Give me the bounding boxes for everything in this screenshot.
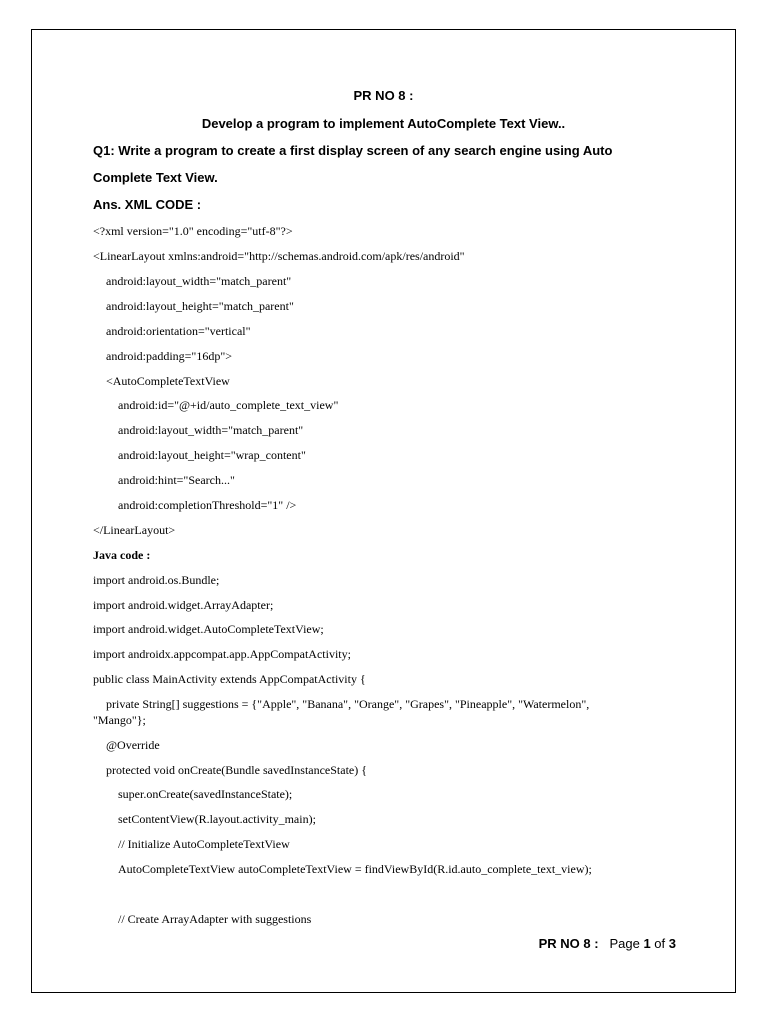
java-code-label: Java code : (93, 548, 151, 562)
xml-code-line: android:completionThreshold="1" /> (118, 498, 297, 512)
java-code-line: // Initialize AutoCompleteTextView (118, 837, 290, 851)
java-code-line: import android.os.Bundle; (93, 573, 220, 587)
pr-title: PR NO 8 : (353, 88, 414, 103)
footer-of-word: of (654, 936, 666, 951)
xml-code-line: <?xml version="1.0" encoding="utf-8"?> (93, 224, 293, 238)
footer-page-total: 3 (668, 936, 676, 951)
java-code-line: "Mango"}; (93, 713, 146, 727)
java-code-line: super.onCreate(savedInstanceState); (118, 787, 293, 801)
page-footer (539, 936, 676, 951)
footer-page-word: Page (609, 936, 640, 951)
xml-code-line: android:layout_width="match_parent" (106, 274, 292, 288)
java-code-line: AutoCompleteTextView autoCompleteTextView = findViewById(R.id.auto_complete_text_view); (118, 862, 592, 876)
xml-code-line: android:hint="Search..." (118, 473, 235, 487)
xml-code-line: android:layout_height="match_parent" (106, 299, 294, 313)
footer-pr-label: PR NO 8 : (538, 936, 599, 951)
xml-code-line: android:layout_width="match_parent" (118, 423, 304, 437)
footer-page-current: 1 (643, 936, 651, 951)
java-code-line: private String[] suggestions = {"Apple", "Banana", "Orange", "Grapes", "Pineapple", "Watermelon", (106, 697, 590, 711)
java-code-line: setContentView(R.layout.activity_main); (118, 812, 316, 826)
java-code-line: public class MainActivity extends AppCompatActivity { (93, 672, 366, 686)
java-code-line: import android.widget.ArrayAdapter; (93, 598, 274, 612)
xml-code-line: <LinearLayout xmlns:android="http://schemas.android.com/apk/res/android" (93, 249, 465, 263)
xml-code-line: android:id="@+id/auto_complete_text_view" (118, 398, 339, 412)
answer-label: Ans. XML CODE : (93, 197, 202, 212)
question-line-1: Q1: Write a program to create a first display screen of any search engine using Auto (93, 143, 613, 158)
java-code-line: @Override (106, 738, 160, 752)
xml-code-line: android:layout_height="wrap_content" (118, 448, 306, 462)
java-code-line: // Create ArrayAdapter with suggestions (118, 912, 312, 926)
xml-code-line: <AutoCompleteTextView (106, 374, 230, 388)
xml-code-line: android:orientation="vertical" (106, 324, 251, 338)
java-code-line: import android.widget.AutoCompleteTextView; (93, 622, 324, 636)
xml-code-line: </LinearLayout> (93, 523, 176, 537)
practical-subtitle: Develop a program to implement AutoComplete Text View.. (201, 116, 566, 131)
java-code-line: protected void onCreate(Bundle savedInstanceState) { (106, 763, 367, 777)
java-code-line: import androidx.appcompat.app.AppCompatActivity; (93, 647, 351, 661)
question-line-2: Complete Text View. (93, 170, 218, 185)
xml-code-line: android:padding="16dp"> (106, 349, 232, 363)
